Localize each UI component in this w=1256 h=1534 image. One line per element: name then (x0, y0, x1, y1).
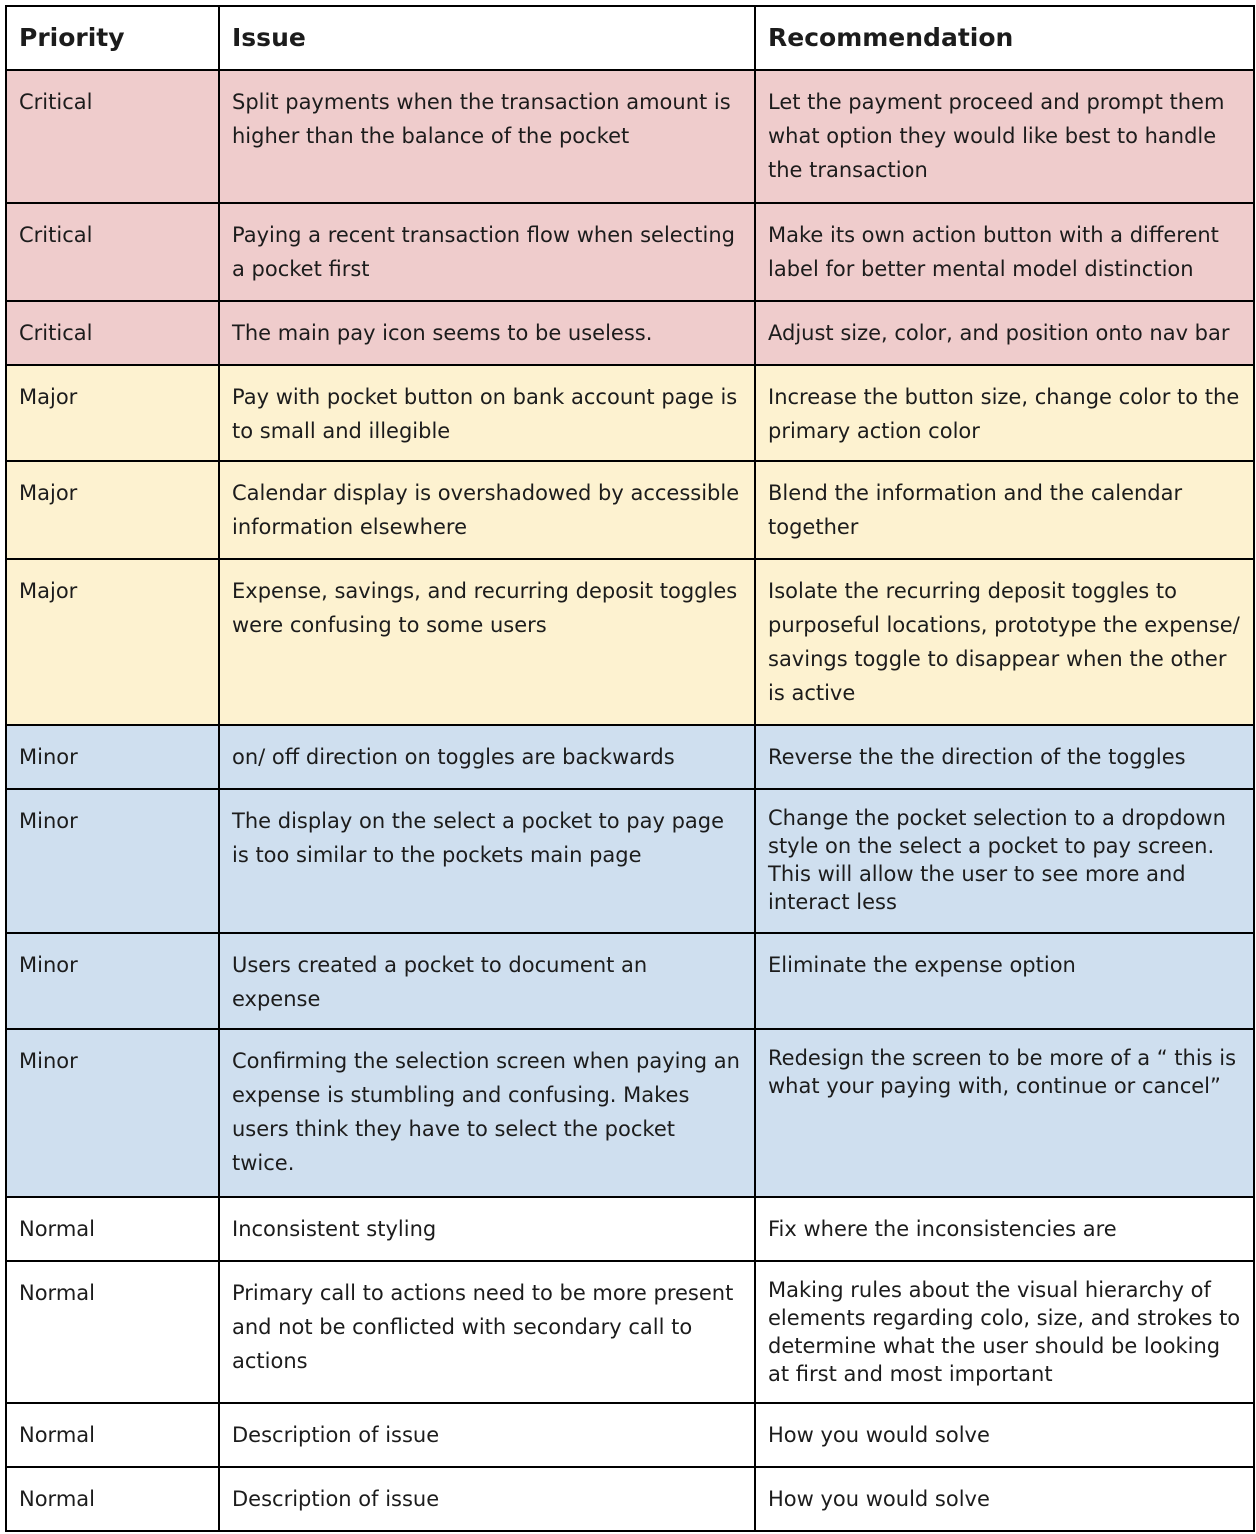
priority-cell: Normal (6, 1403, 219, 1467)
issue-cell: The main pay icon seems to be useless. (219, 301, 755, 365)
recommendation-cell: How you would solve (755, 1467, 1254, 1531)
table-row (6, 70, 1254, 203)
table-row (6, 1467, 1254, 1531)
usability-issues-table (5, 5, 1255, 1532)
issue-cell: Paying a recent transaction flow when selecting a pocket first (219, 203, 755, 301)
table-header-row (6, 6, 1254, 70)
table-row (6, 1403, 1254, 1467)
priority-cell: Minor (6, 1029, 219, 1197)
recommendation-cell: Redesign the screen to be more of a “ this is what your paying with, continue or cancel” (755, 1029, 1254, 1197)
issue-cell: Expense, savings, and recurring deposit toggles were confusing to some users (219, 559, 755, 725)
recommendation-cell: Increase the button size, change color to the primary action color (755, 365, 1254, 461)
table-row (6, 933, 1254, 1029)
recommendation-cell: Make its own action button with a different label for better mental model distinction (755, 203, 1254, 301)
table-row (6, 1029, 1254, 1197)
priority-cell: Minor (6, 933, 219, 1029)
priority-cell: Critical (6, 301, 219, 365)
recommendation-cell: Change the pocket selection to a dropdown style on the select a pocket to pay screen. This will allow the user to see more and interact less (755, 789, 1254, 933)
priority-cell: Normal (6, 1467, 219, 1531)
issue-cell: The display on the select a pocket to pay page is too similar to the pockets main page (219, 789, 755, 933)
priority-cell: Normal (6, 1261, 219, 1403)
priority-cell: Normal (6, 1197, 219, 1261)
issue-cell: Inconsistent styling (219, 1197, 755, 1261)
recommendation-cell: Eliminate the expense option (755, 933, 1254, 1029)
table-row (6, 1261, 1254, 1403)
priority-cell: Major (6, 461, 219, 559)
recommendation-cell: Making rules about the visual hierarchy of elements regarding colo, size, and strokes to determine what the user should be looking at first and most important (755, 1261, 1254, 1403)
header-recommendation: Recommendation (755, 6, 1254, 70)
table-row (6, 559, 1254, 725)
priority-cell: Minor (6, 725, 219, 789)
issue-cell: on/ off direction on toggles are backwards (219, 725, 755, 789)
recommendation-cell: How you would solve (755, 1403, 1254, 1467)
priority-cell: Critical (6, 203, 219, 301)
recommendation-cell: Fix where the inconsistencies are (755, 1197, 1254, 1261)
issue-cell: Confirming the selection screen when paying an expense is stumbling and confusing. Makes users think they have to select the pocket twice. (219, 1029, 755, 1197)
table-row (6, 461, 1254, 559)
table-row (6, 365, 1254, 461)
recommendation-cell: Adjust size, color, and position onto nav bar (755, 301, 1254, 365)
issue-cell: Calendar display is overshadowed by accessible information elsewhere (219, 461, 755, 559)
recommendation-cell: Isolate the recurring deposit toggles to purposeful locations, prototype the expense/ savings toggle to disappear when the other is active (755, 559, 1254, 725)
issue-cell: Primary call to actions need to be more present and not be conflicted with secondary call to actions (219, 1261, 755, 1403)
recommendation-cell: Let the payment proceed and prompt them what option they would like best to handle the transaction (755, 70, 1254, 203)
priority-cell: Critical (6, 70, 219, 203)
recommendation-cell: Reverse the the direction of the toggles (755, 725, 1254, 789)
recommendation-cell: Blend the information and the calendar together (755, 461, 1254, 559)
header-issue: Issue (219, 6, 755, 70)
table-row (6, 725, 1254, 789)
table-row (6, 301, 1254, 365)
table-row (6, 789, 1254, 933)
issue-cell: Split payments when the transaction amount is higher than the balance of the pocket (219, 70, 755, 203)
priority-cell: Minor (6, 789, 219, 933)
header-priority: Priority (6, 6, 219, 70)
issue-cell: Users created a pocket to document an expense (219, 933, 755, 1029)
table-row (6, 203, 1254, 301)
priority-cell: Major (6, 365, 219, 461)
issue-cell: Pay with pocket button on bank account page is to small and illegible (219, 365, 755, 461)
priority-cell: Major (6, 559, 219, 725)
table-row (6, 1197, 1254, 1261)
issue-cell: Description of issue (219, 1403, 755, 1467)
issue-cell: Description of issue (219, 1467, 755, 1531)
